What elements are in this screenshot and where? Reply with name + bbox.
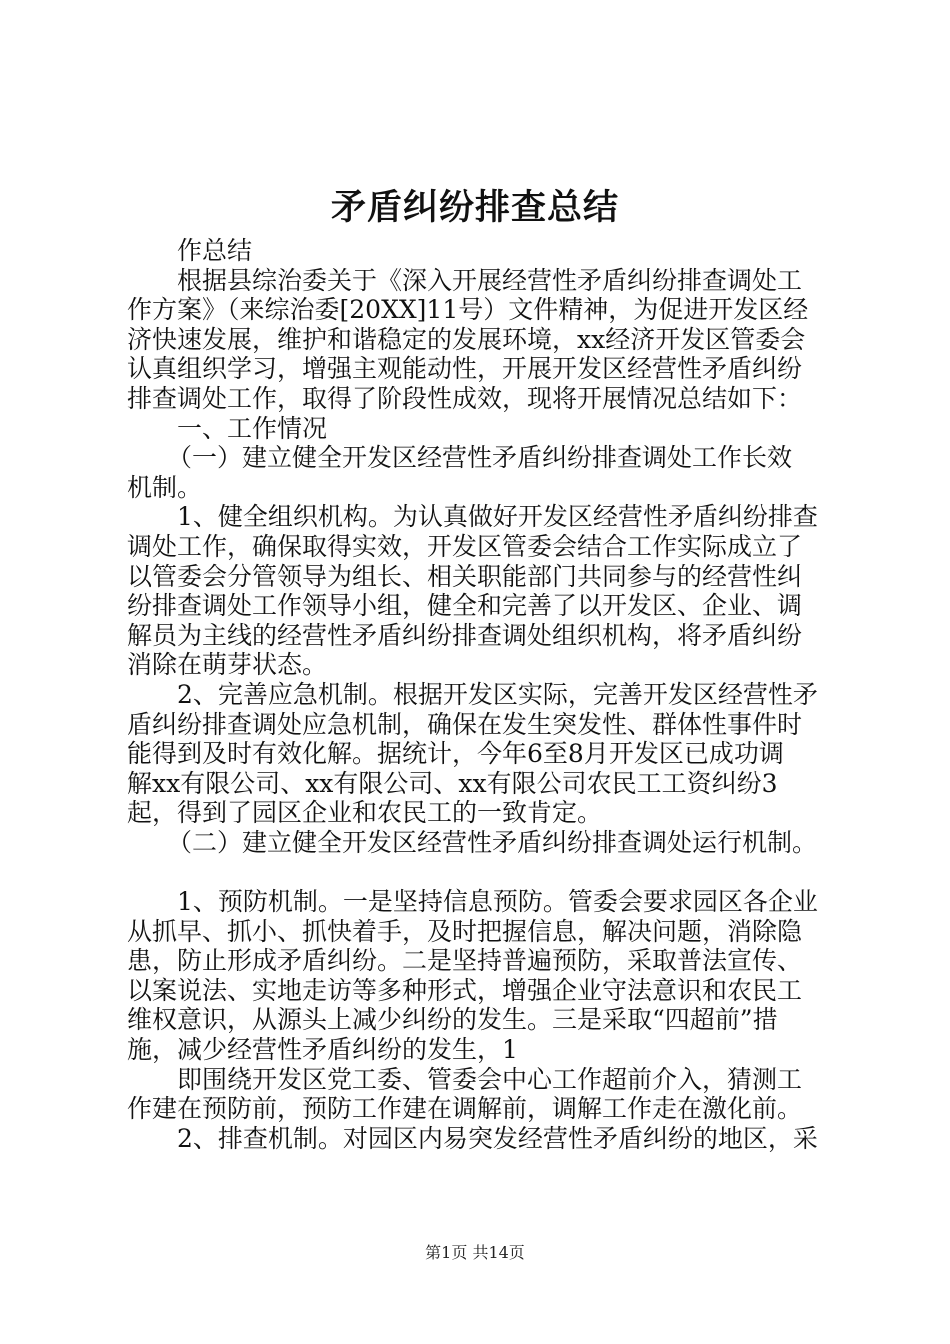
paragraph-line: 即围绕开发区党工委、管委会中心工作超前介入，猜测工 xyxy=(177,1064,803,1094)
paragraph-line: 机制。 xyxy=(127,472,203,502)
paragraph-line: 患，防止形成矛盾纠纷。二是坚持普遍预防，采取普法宣传、 xyxy=(127,946,803,976)
paragraph-line: 消除在萌芽状态。 xyxy=(127,650,328,680)
paragraph-line: 1、健全组织机构。为认真做好开发区经营性矛盾纠纷排查 xyxy=(177,502,818,532)
page-footer: 第1页 共14页 xyxy=(425,1243,525,1262)
paragraph-line: 2、完善应急机制。根据开发区实际，完善开发区经营性矛 xyxy=(177,679,818,709)
paragraph-line: 纷排查调处工作领导小组，健全和完善了以开发区、企业、调 xyxy=(127,591,803,621)
paragraph-line: 能得到及时有效化解。据统计，今年6至8月开发区已成功调 xyxy=(127,739,784,769)
paragraph-line: 起，得到了园区企业和农民工的一致肯定。 xyxy=(127,798,603,828)
paragraph-line: 根据县综治委关于《深入开展经营性矛盾纠纷排查调处工 xyxy=(177,265,803,295)
paragraph-line: 排查调处工作，取得了阶段性成效，现将开展情况总结如下： xyxy=(127,383,803,413)
paragraph-line: 施，减少经营性矛盾纠纷的发生，1 xyxy=(127,1035,518,1065)
document-title: 矛盾纠纷排查总结 xyxy=(330,187,619,228)
paragraph-line: 作总结 xyxy=(177,236,253,265)
paragraph-line: 解员为主线的经营性矛盾纠纷排查调处组织机构，将矛盾纠纷 xyxy=(127,620,803,650)
paragraph-line: 盾纠纷排查调处应急机制，确保在发生突发性、群体性事件时 xyxy=(127,709,803,739)
document-body xyxy=(127,236,832,1153)
paragraph-line: 认真组织学习，增强主观能动性，开展开发区经营性矛盾纠纷 xyxy=(127,354,803,384)
paragraph-line: 1、预防机制。一是坚持信息预防。管委会要求园区各企业 xyxy=(177,887,818,917)
paragraph-line: 济快速发展，维护和谐稳定的发展环境，xx经济开发区管委会 xyxy=(127,324,806,354)
paragraph-line: 解xx有限公司、xx有限公司、xx有限公司农民工工资纠纷3 xyxy=(127,768,778,798)
paragraph-line: 从抓早、抓小、抓快着手，及时把握信息，解决问题，消除隐 xyxy=(127,916,803,946)
subsection-heading: （一）建立健全开发区经营性矛盾纠纷排查调处工作长效 xyxy=(167,443,793,473)
paragraph-line: 作建在预防前，预防工作建在调解前，调解工作走在激化前。 xyxy=(127,1094,803,1124)
paragraph-line: 以案说法、实地走访等多种形式，增强企业守法意识和农民工 xyxy=(127,975,803,1005)
blank-line xyxy=(127,857,832,887)
paragraph-line: 调处工作，确保取得实效，开发区管委会结合工作实际成立了 xyxy=(127,531,803,561)
section-heading: 一、工作情况 xyxy=(177,413,328,443)
paragraph-line: 以管委会分管领导为组长、相关职能部门共同参与的经营性纠 xyxy=(127,561,803,591)
subsection-heading: （二）建立健全开发区经营性矛盾纠纷排查调处运行机制。 xyxy=(167,827,818,857)
paragraph-line: 作方案》（来综治委[20XX]11号）文件精神，为促进开发区经 xyxy=(127,295,809,325)
paragraph-line: 维权意识，从源头上减少纠纷的发生。三是采取“四超前”措 xyxy=(127,1005,778,1035)
paragraph-line: 2、排查机制。对园区内易突发经营性矛盾纠纷的地区，采 xyxy=(177,1123,818,1153)
